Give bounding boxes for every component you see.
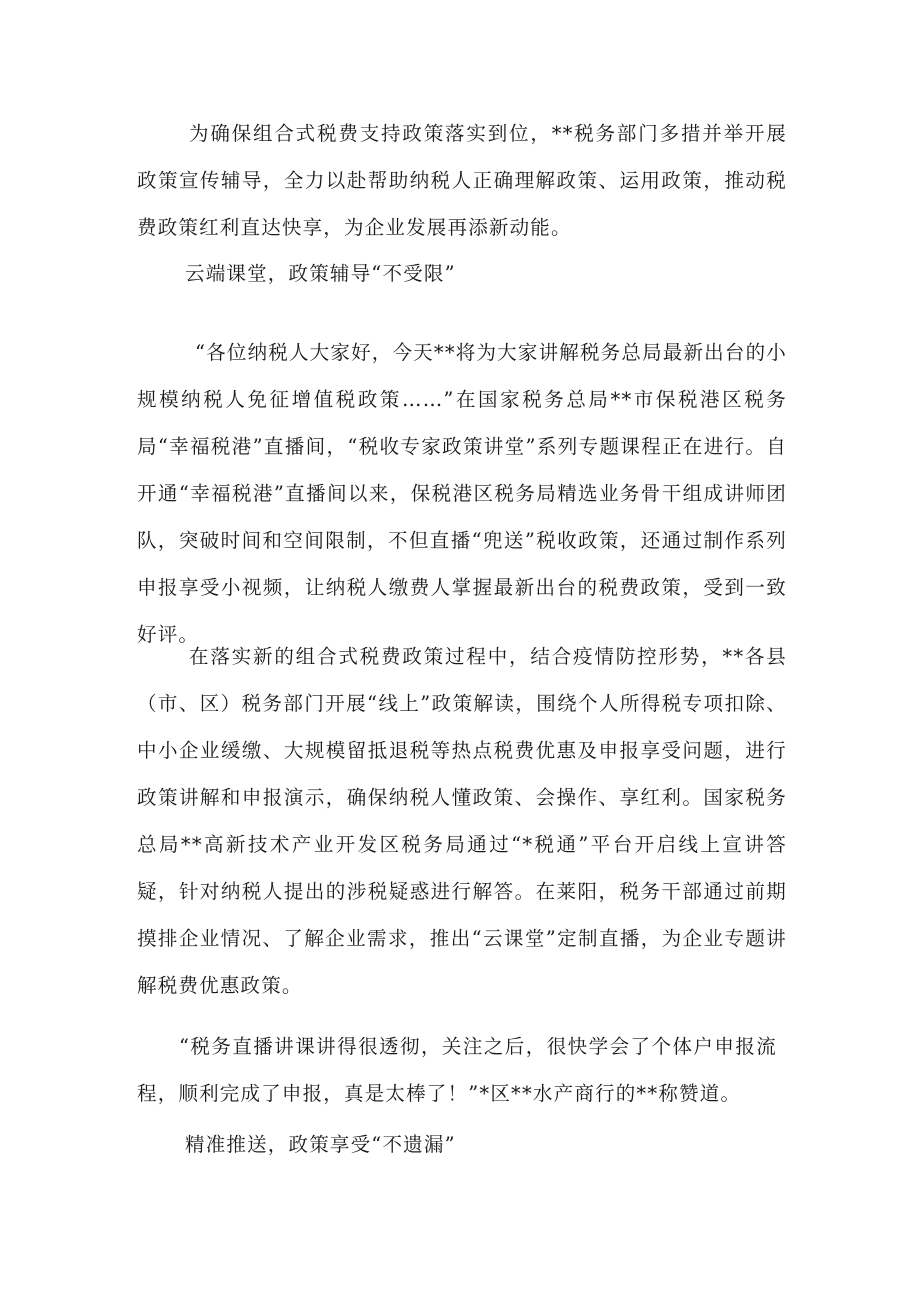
paragraph-taxpayer-quote: “税务直播讲课讲得很透彻，关注之后，很快学会了个体户申报流程，顺利完成了申报，真是太棒了！”*区**水产商行的**称赞道。 (137, 1035, 777, 1105)
section-heading-precise-push: 精准推送，政策享受“不遗漏” (185, 1133, 456, 1156)
section-heading-cloud-classroom: 云端课堂，政策辅导“不受限” (185, 262, 456, 285)
paragraph-online-interpretation: 在落实新的组合式税费政策过程中，结合疫情防控形势，**各县（市、区）税务部门开展“线上”政策解读，围绕个人所得税专项扣除、中小企业缓缴、大规模留抵退税等热点税费优惠及申报享受问题，进行政策讲解和申报演示，确保纳税人懂政策、会操作、享红利。国家税务总局**高新技术产业开发区税务局通过“*税通”平台开启线上宣讲答疑，针对纳税人提出的涉税疑惑进行解答。在莱阳，税务干部通过前期摸排企业情况、了解企业需求，推出“云课堂”定制直播，为企业专题讲解税费优惠政策。 (137, 645, 787, 997)
paragraph-live-stream: “各位纳税人大家好，今天**将为大家讲解税务总局最新出台的小规模纳税人免征增值税政策……”在国家税务总局**市保税港区税务局“幸福税港”直播间，“税收专家政策讲堂”系列专题课程正在进行。自开通“幸福税港”直播间以来，保税港区税务局精选业务骨干组成讲师团队，突破时间和空间限制，不但直播“兜送”税收政策，还通过制作系列申报享受小视频，让纳税人缴费人掌握最新出台的税费政策，受到一致好评。 (137, 341, 787, 646)
paragraph-intro: 为确保组合式税费支持政策落实到位，**税务部门多措并举开展政策宣传辅导，全力以赴帮助纳税人正确理解政策、运用政策，推动税费政策红利直达快享，为企业发展再添新动能。 (137, 122, 787, 239)
